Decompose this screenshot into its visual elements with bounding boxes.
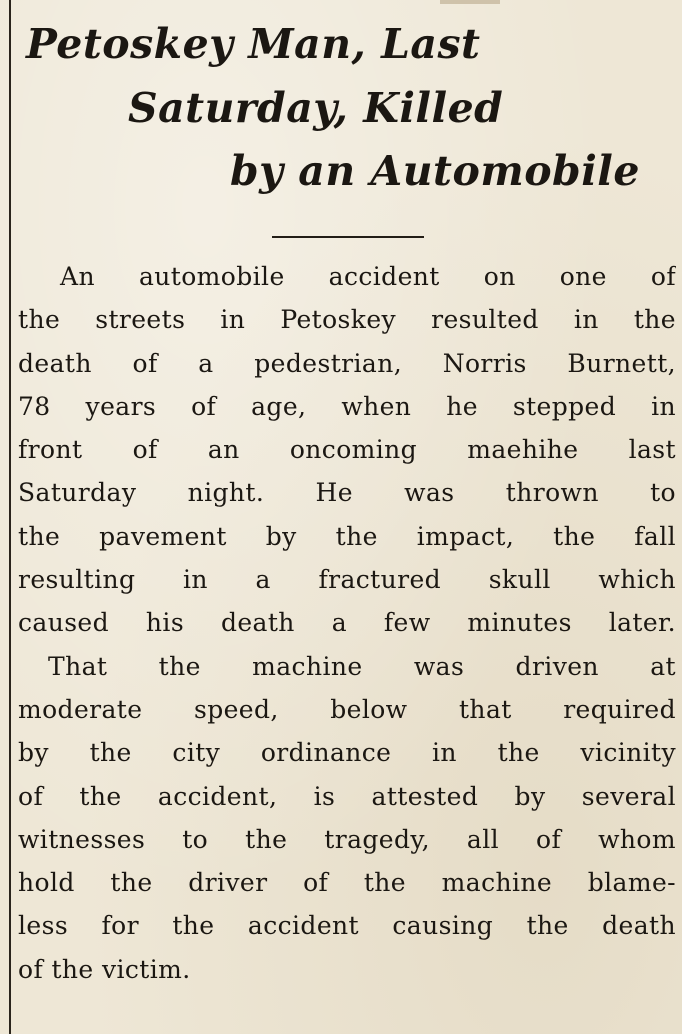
body-line: An automobile accident on one of bbox=[60, 262, 676, 291]
body-line: front of an oncoming maehihe last bbox=[18, 435, 676, 465]
body-line: Saturday night. He was thrown to bbox=[18, 478, 676, 508]
body-line: That the machine was driven at bbox=[48, 651, 676, 681]
article-body bbox=[18, 255, 676, 991]
body-line: death of a pedestrian, Norris Burnett, bbox=[18, 348, 676, 378]
column-rule bbox=[9, 0, 11, 1034]
body-line: of the victim. bbox=[18, 954, 191, 984]
body-line: the pavement by the impact, the fall bbox=[18, 521, 676, 551]
body-line: witnesses to the tragedy, all of whom bbox=[18, 824, 676, 854]
body-line: of the accident, is attested by several bbox=[18, 781, 676, 811]
headline-divider bbox=[272, 236, 424, 238]
body-line: by the city ordinance in the vicinity bbox=[18, 738, 676, 768]
body-line: the streets in Petoskey resulted in the bbox=[18, 305, 676, 335]
body-line: less for the accident causing the death bbox=[18, 911, 676, 941]
body-line: 78 years of age, when he stepped in bbox=[18, 391, 676, 421]
paper-fleck bbox=[440, 0, 500, 4]
body-line: hold the driver of the machine blame- bbox=[18, 868, 676, 898]
headline-line-2: Saturday, Killed bbox=[128, 84, 504, 132]
headline-line-3: by an Automobile bbox=[230, 147, 640, 195]
body-line: resulting in a fractured skull which bbox=[18, 565, 676, 595]
body-line: moderate speed, below that required bbox=[18, 694, 676, 724]
body-line: caused his death a few minutes later. bbox=[18, 608, 676, 638]
headline-line-1: Petoskey Man, Last bbox=[26, 20, 481, 68]
